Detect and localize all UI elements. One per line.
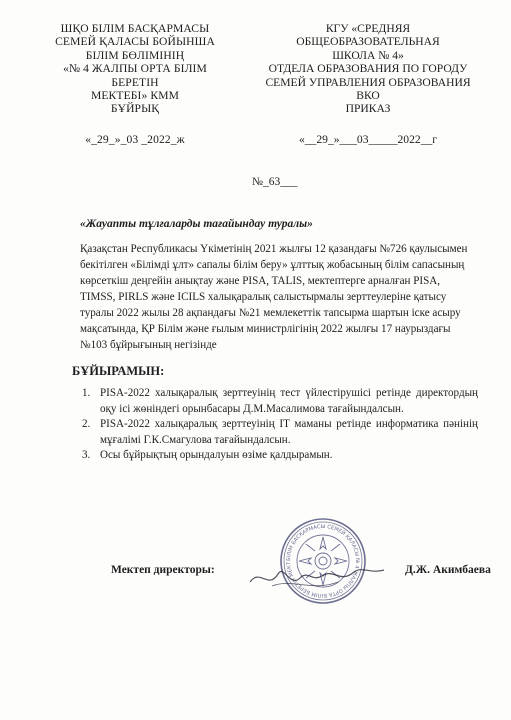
list-item — [82, 417, 478, 448]
order-items-list — [82, 386, 478, 464]
header-russian-line: СЕМЕЙ УПРАВЛЕНИЯ ОБРАЗОВАНИЯ — [265, 75, 471, 89]
list-item — [82, 448, 478, 464]
header-kazakh-line: БІЛІМ БӨЛІМІНІҢ — [85, 48, 185, 62]
header-kazakh-line: МЕКТЕБІ» КММ — [90, 89, 180, 103]
order-heading: БҰЙЫРАМЫН: — [72, 364, 165, 378]
header-russian-line: ПРИКАЗ — [345, 102, 391, 116]
header-kazakh-line: БҰЙРЫҚ — [110, 102, 160, 116]
item-text: PISA-2022 халықаралық зерттеуінің IT маманы ретінде информатика пәнінің мұғалімі Г.К.Смагулова тағайындалсын. — [100, 418, 478, 446]
header-kazakh-line: ШҚО БІЛІМ БАСҚАРМАСЫ — [60, 22, 210, 35]
header-russian-date: «__29_»___03_____2022__г — [298, 132, 438, 146]
list-item — [82, 386, 478, 417]
handwritten-signature-icon — [242, 548, 392, 598]
director-name: Д.Ж. Акимбаева — [405, 564, 491, 576]
header-russian — [252, 22, 484, 146]
header-kazakh-line: «№ 4 ЖАЛПЫ ОРТА БІЛІМ — [63, 62, 207, 76]
header-russian-line: ОТДЕЛА ОБРАЗОВАНИЯ ПО ГОРОДУ — [268, 62, 468, 76]
seal-ring-text: БІЛІМ БАСҚАРМАСЫ СЕМЕЙ ҚАЛАСЫ № 4 ЖАЛПЫ ОРТА БІЛІМ БЕРЕТІН МЕКТ — [285, 523, 361, 599]
director-label: Мектеп директоры: — [111, 564, 215, 576]
header-russian-line: КГУ «СРЕДНЯЯ — [325, 22, 411, 35]
header-russian-line: ШКОЛА № 4» — [332, 48, 404, 62]
item-number: 1. — [82, 387, 91, 399]
header-kazakh-date: «_29_»_03 _2022_ж — [85, 132, 185, 146]
header-kazakh-line: БЕРЕТІН — [111, 75, 159, 89]
preamble-text: Қазақстан Республикасы Үкіметінің 2021 жылғы 12 қазандағы №726 қаулысымен бекітілген «Білімді ұлт» сапалы білім беру» ұлттық жобасының білім сапасының көрсеткіш деңгейін анықтау және PISA, TALIS, мектептерге арналған PISA, TIMSS, PIRLS және ICILS халықаралық салыстырмалы зерттеулеріне қатысу туралы 2022 жылы 28 ақпандағы №21 мемлекеттік тапсырма шартын іске асыру мақсатында, ҚР Білім және ғылым министрлігінің 2022 жылғы 17 наурыздағы №103 бұйрығының негізінде — [80, 243, 468, 351]
item-number: 2. — [82, 418, 91, 431]
header-kazakh — [40, 22, 230, 146]
header-russian-line: ОБЩЕОБРАЗОВАТЕЛЬНАЯ — [296, 35, 440, 49]
header-russian-line: ВКО — [356, 89, 380, 103]
item-text: Осы бұйрықтың орындалуын өзіме қалдырамын. — [100, 449, 333, 462]
order-number: №_63___ — [252, 176, 298, 188]
header-kazakh-line: СЕМЕЙ ҚАЛАСЫ БОЙЫНША — [55, 35, 215, 49]
order-title: «Жауапты тұлғаларды тағайындау туралы» — [80, 218, 313, 230]
item-number: 3. — [82, 449, 91, 462]
item-text: PISA-2022 халықаралық зерттеуінің тест үйлестірушісі ретінде директордың оқу ісі жөніндегі орынбасары Д.М.Масалимова тағайындалсын. — [100, 387, 478, 415]
